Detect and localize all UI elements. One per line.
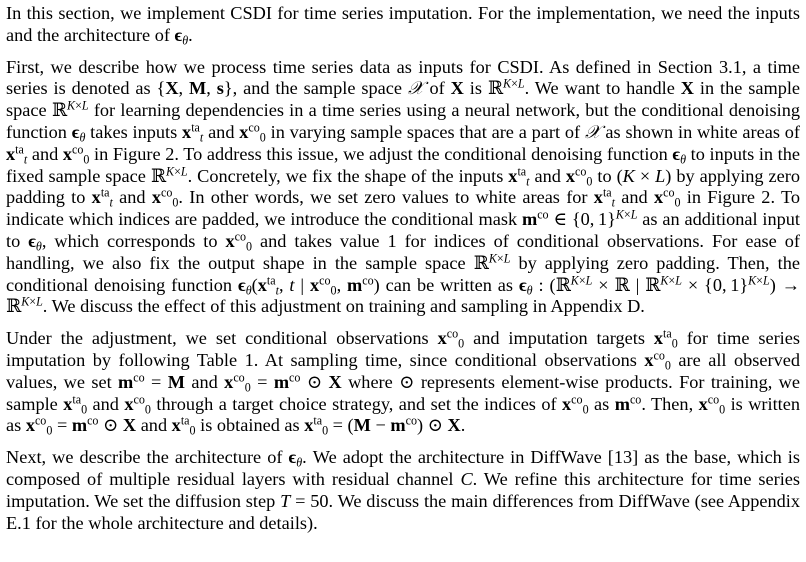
- text-run: and: [27, 143, 63, 164]
- text-run: and: [136, 415, 172, 436]
- math-expression: $m^{co}$ ∈ {0, 1}$^{K\times L}$: [521, 207, 638, 230]
- text-run: is: [463, 78, 488, 99]
- math-expression: ℝ$^{K\times L}$: [473, 251, 511, 274]
- math-expression: 𝒳: [584, 121, 601, 142]
- math-expression: $x^{co}_0$: [225, 229, 253, 254]
- math-expression: $x^{co}_0$: [62, 142, 90, 167]
- text-run: and: [529, 165, 566, 186]
- text-run: First, we describe how we process time series data as inputs for CSDI. As defined in Section 3.1, a time series is denoted as: [6, 56, 800, 99]
- text-run: for time series imputation by following Table 1. At sampling time, since conditional observations: [6, 328, 800, 370]
- text-run: . We adopt the architecture in DiffWave [13] as the base, which is composed of multiple residual layers with residual channel: [6, 447, 801, 489]
- math-expression: ℝ$^{K\times L}$: [51, 98, 89, 122]
- text-run: .: [460, 415, 466, 436]
- paragraph-4: [6, 447, 800, 534]
- text-run: for learning dependencies in a time series using a neural network, but the conditional denoising function: [6, 100, 800, 142]
- text-run: . We discuss the main differences from DiffWave (see Appendix E.1 for the whole architecture and details).: [6, 490, 801, 533]
- text-run: Under the adjustment, we set conditional observations: [6, 328, 438, 349]
- text-run: is written as: [6, 393, 800, 436]
- text-run: and: [112, 187, 152, 208]
- text-run: , which corresponds to: [41, 230, 226, 251]
- text-run: in Figure 2. To address this issue, we adjust the conditional denoising function: [89, 143, 673, 164]
- text-run: where: [341, 371, 400, 392]
- text-run: represents element-wise products. For training, we sample: [6, 371, 800, 414]
- math-expression: $x^{co}_0$: [151, 185, 179, 210]
- text-run: in the sample space: [6, 78, 801, 121]
- math-expression: $x^{co}_0$: [698, 391, 726, 416]
- text-run: is obtained as: [195, 415, 305, 436]
- math-expression: $\epsilon_\theta(x^{ta}_t$, t | $x^{co}_0$, $m^{co}$): [237, 272, 380, 297]
- math-expression: {X, M, s}: [156, 78, 233, 99]
- text-run: , and the sample space: [232, 78, 408, 99]
- text-run: and: [615, 187, 654, 208]
- math-expression: $x^{co}_0$: [124, 391, 151, 416]
- math-expression: T = 50: [280, 490, 329, 511]
- text-run: . In other words, we set zero values to white areas for: [178, 187, 594, 208]
- text-run: are all observed values, we set: [6, 349, 800, 392]
- math-expression: 𝒳: [407, 78, 424, 99]
- math-expression: $x^{co}_0$: [239, 120, 266, 145]
- math-expression: C: [460, 468, 473, 489]
- math-expression: $\epsilon_\theta$: [71, 121, 86, 145]
- math-expression: $m^{co} = M$: [118, 370, 186, 392]
- text-run: .: [188, 24, 193, 45]
- text-run: and: [185, 371, 225, 392]
- math-expression: $x^{co}_0$: [644, 348, 671, 373]
- math-expression: (K × L): [616, 165, 672, 186]
- text-run: of: [423, 78, 451, 99]
- text-run: to inputs in the fixed sample space: [6, 143, 800, 186]
- text-run: and imputation targets: [464, 328, 654, 349]
- text-run: and: [87, 393, 125, 414]
- math-expression: $x^{ta}_0$: [653, 326, 678, 351]
- math-expression: $x^{co}_0$: [562, 391, 589, 416]
- math-expression: $\epsilon_\theta$ : (ℝ$^{K\times L}$ × ℝ | ℝ$^{K\times L}$ × {0, 1}$^{K\times L}$) → ℝ$^{K\times L}$: [6, 272, 800, 318]
- paragraph-2: [6, 57, 800, 319]
- text-run: in varying sample spaces that are a part of: [265, 121, 585, 142]
- text-run: as an additional input to: [6, 209, 800, 251]
- text-run: . We discuss the effect of this adjustment on training and sampling in Appendix D.: [42, 296, 645, 317]
- text-run: . We refine this architecture for time series imputation. We set the diffusion step: [6, 468, 800, 511]
- math-expression: X: [680, 78, 694, 99]
- math-expression: $m^{co}$: [614, 391, 642, 414]
- math-expression: $x^{ta}_t$: [6, 142, 28, 167]
- math-expression: $x^{co}_0$: [565, 163, 593, 188]
- math-expression: $x^{ta}_t$: [182, 120, 204, 145]
- math-expression: $x^{ta}_t$: [91, 185, 113, 210]
- math-expression: X: [450, 78, 464, 99]
- text-run: . We want to handle: [524, 78, 681, 99]
- math-expression: $x^{ta}_0$: [171, 413, 196, 438]
- text-run: and takes value 1 for indices of conditional observations. For ease of handling, we also fix the output shape in the sample space: [6, 230, 800, 273]
- math-expression: $\epsilon_\theta$: [672, 143, 687, 167]
- text-run: can be written as: [379, 274, 519, 295]
- text-run: through a target choice strategy, and set the indices of: [150, 393, 563, 414]
- text-run: to: [592, 165, 617, 186]
- math-expression: $\epsilon_\theta$: [174, 24, 189, 48]
- math-expression: $x^{ta}_t$: [508, 163, 530, 188]
- text-run: by applying zero padding. Then, the conditional denoising function: [6, 252, 800, 295]
- paragraph-1: [6, 3, 800, 47]
- math-expression: $\epsilon_\theta$: [28, 230, 42, 254]
- math-expression: ℝ$^{K\times L}$: [487, 76, 525, 100]
- paragraph-3: [6, 328, 800, 437]
- text-run: and: [203, 121, 240, 142]
- text-run: In this section, we implement CSDI for time series imputation. For the implementation, we need the inputs and the architecture of: [6, 3, 800, 45]
- math-expression: $x^{ta}_0 = (M - m^{co})$ ⊙ X: [304, 413, 461, 438]
- text-run: in Figure 2. To indicate which indices are padded, we introduce the conditional mask: [6, 187, 800, 230]
- math-expression: $x^{co}_0 = m^{co}$ ⊙ X: [25, 413, 137, 438]
- text-run: Next, we describe the architecture of: [6, 447, 289, 468]
- math-expression: $x^{ta}_t$: [593, 185, 616, 210]
- math-expression: ⊙: [399, 371, 415, 392]
- text-run: takes inputs: [85, 121, 183, 142]
- text-run: . Concretely, we fix the shape of the inputs: [187, 165, 509, 186]
- text-run: as shown in white areas of: [600, 121, 801, 142]
- math-expression: $\epsilon_\theta$: [288, 447, 303, 470]
- math-expression: $x^{co}_0 = m^{co}$ ⊙ X: [224, 370, 342, 395]
- math-expression: $x^{co}_0$: [653, 185, 681, 210]
- math-expression: $x^{ta}_0$: [63, 391, 88, 416]
- text-run: . Then,: [641, 393, 699, 414]
- text-run: by applying zero padding to: [6, 165, 800, 208]
- text-run: as: [588, 393, 615, 414]
- math-expression: ℝ$^{K\times L}$: [150, 163, 188, 187]
- math-expression: $x^{co}_0$: [437, 326, 465, 351]
